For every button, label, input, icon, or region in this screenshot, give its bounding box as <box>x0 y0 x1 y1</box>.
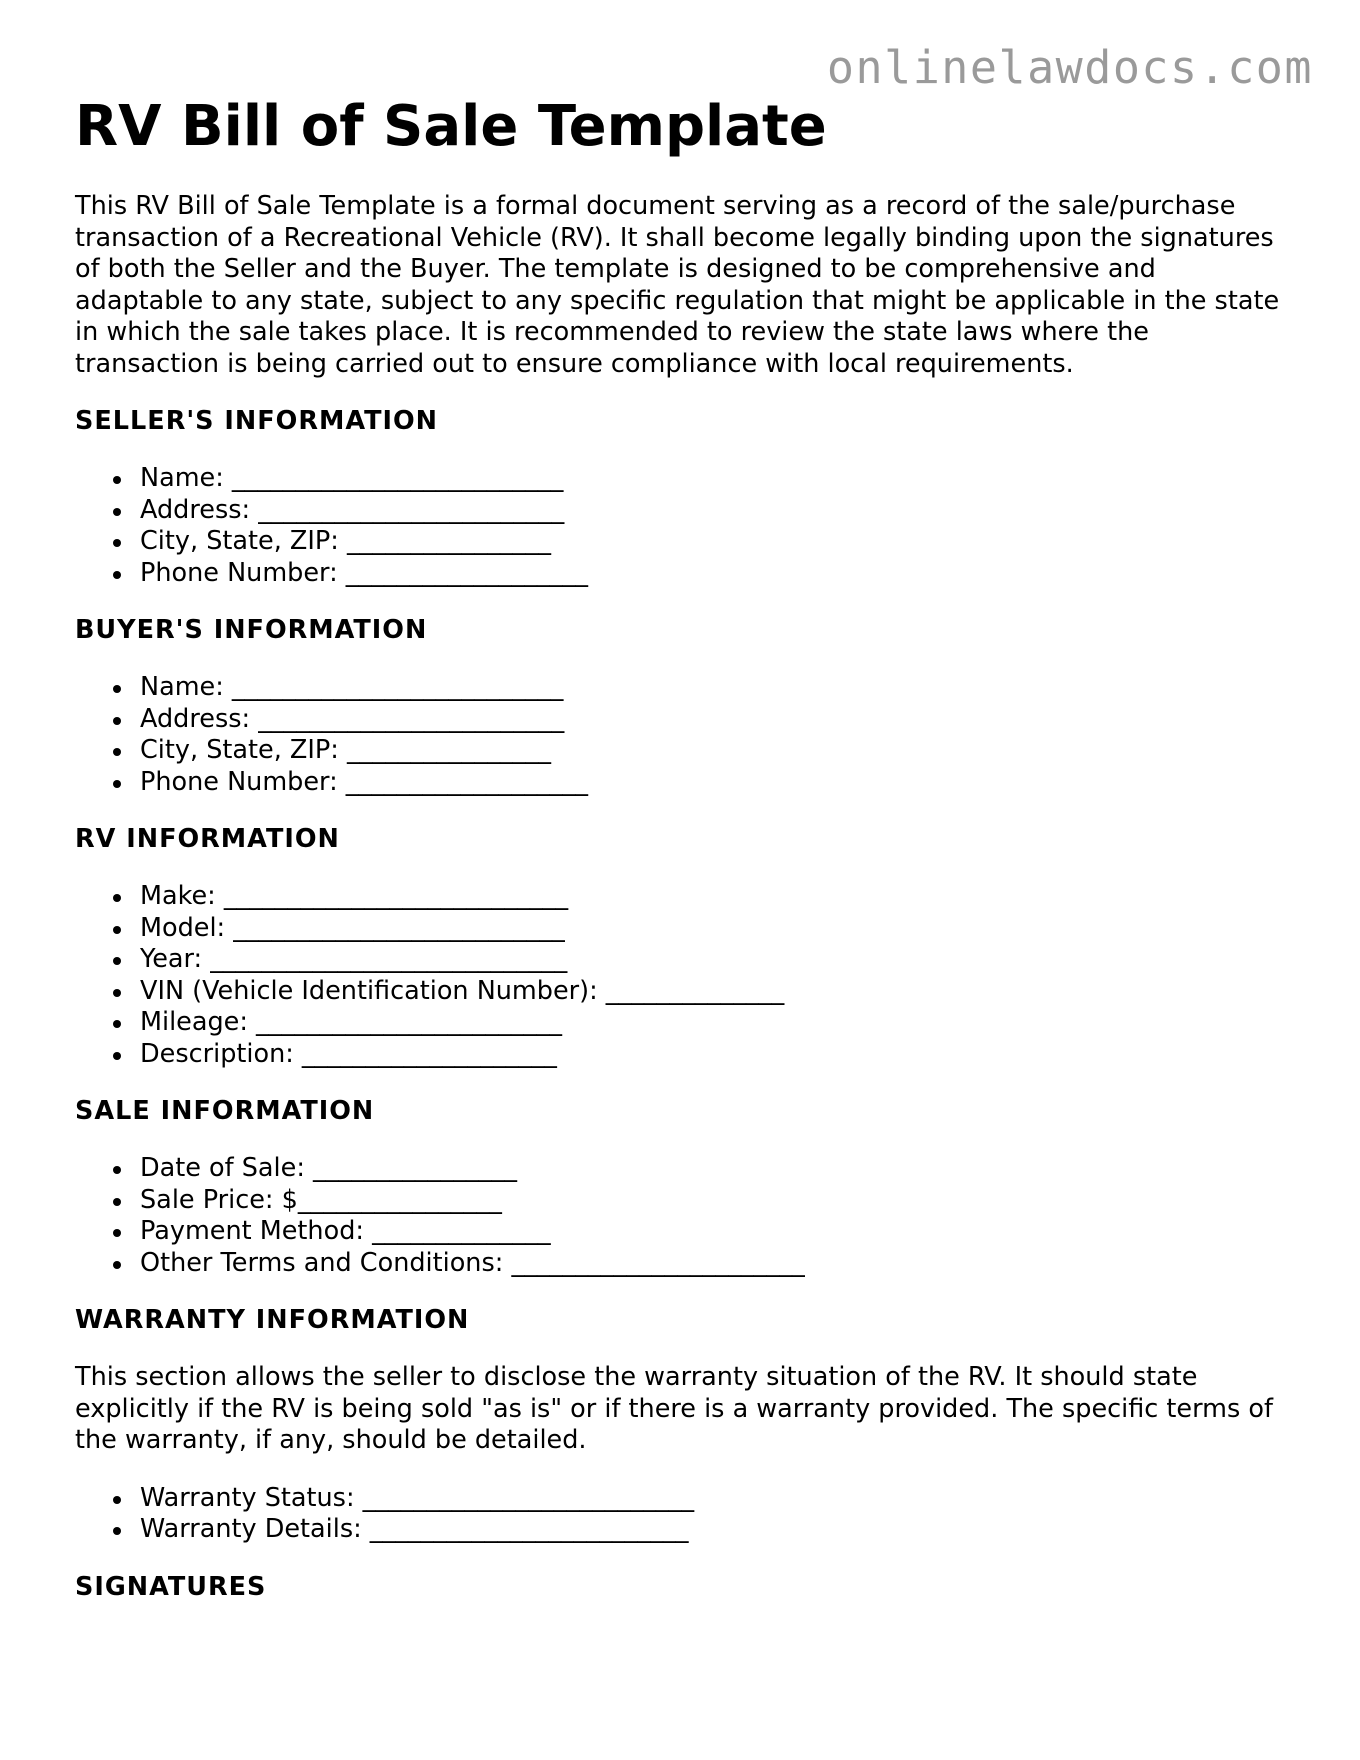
rv-fields <box>75 881 1290 1070</box>
field-label: Make: ___________________________ <box>140 881 569 911</box>
field-label: Warranty Details: _________________________ <box>140 1514 689 1544</box>
bullet-icon <box>113 989 121 997</box>
sale-fields <box>75 1153 1290 1279</box>
list-item <box>75 881 1290 913</box>
field-label: Model: __________________________ <box>140 912 565 943</box>
bullet-icon <box>113 1229 121 1237</box>
bullet-icon <box>113 926 121 934</box>
bullet-icon <box>113 1020 121 1028</box>
bullet-icon <box>113 571 121 579</box>
signatures-heading: SIGNATURES <box>75 1571 267 1602</box>
warranty-paragraph: This section allows the seller to disclose the warranty situation of the RV. It should state explicitly if the RV is being sold "as is" or if there is a warranty provided. The specific terms of the warranty, if any, should be detailed. <box>75 1362 1273 1455</box>
warranty-heading: WARRANTY INFORMATION <box>75 1305 470 1335</box>
field-label: Year: ____________________________ <box>140 944 568 974</box>
bullet-icon <box>113 1261 121 1269</box>
list-item <box>75 704 1290 736</box>
list-item <box>75 1039 1290 1071</box>
intro-paragraph: This RV Bill of Sale Template is a formal document serving as a record of the sale/purchase transaction of a Recreational Vehicle (RV). It shall become legally binding upon the signatures of both the Seller and the Buyer. The template is designed to be comprehensive and adaptable to any state, subject to any specific regulation that might be applicable in the state in which the sale takes place. It is recommended to review the state laws where the transaction is being carried out to ensure compliance with local requirements. <box>75 191 1280 379</box>
bullet-icon <box>113 894 121 902</box>
list-item <box>75 1248 1290 1280</box>
list-item <box>75 767 1290 799</box>
bullet-icon <box>113 957 121 965</box>
field-label: Name: __________________________ <box>140 463 564 493</box>
bullet-icon <box>113 476 121 484</box>
field-label: Sale Price: $________________ <box>140 1184 502 1215</box>
bullet-icon <box>113 685 121 693</box>
list-item <box>75 735 1290 767</box>
field-label: Phone Number: ___________________ <box>140 557 589 588</box>
list-item <box>75 1007 1290 1039</box>
list-item <box>75 558 1290 590</box>
list-item <box>75 944 1290 976</box>
list-item <box>75 495 1290 527</box>
sale-heading: SALE INFORMATION <box>75 1096 375 1126</box>
list-item <box>75 1153 1290 1185</box>
field-label: City, State, ZIP: ________________ <box>140 735 551 765</box>
bullet-icon <box>113 1496 121 1504</box>
field-label: Warranty Status: __________________________ <box>140 1482 695 1513</box>
field-label: City, State, ZIP: ________________ <box>140 526 551 556</box>
list-item <box>75 672 1290 704</box>
field-label: Description: ____________________ <box>140 1038 557 1069</box>
field-label: Other Terms and Conditions: _______________________ <box>140 1247 805 1278</box>
buyer-fields <box>75 672 1290 798</box>
rv-heading: RV INFORMATION <box>75 824 340 854</box>
field-label: VIN (Vehicle Identification Number): ______________ <box>140 975 785 1006</box>
bullet-icon <box>113 717 121 725</box>
field-label: Mileage: ________________________ <box>140 1007 563 1037</box>
bullet-icon <box>113 780 121 788</box>
seller-fields <box>75 463 1290 589</box>
bullet-icon <box>113 1527 121 1535</box>
list-item <box>75 463 1290 495</box>
bullet-icon <box>113 748 121 756</box>
bullet-icon <box>113 539 121 547</box>
list-item <box>75 1483 1290 1515</box>
watermark: onlinelawdocs.com <box>826 41 1313 94</box>
bullet-icon <box>113 1198 121 1206</box>
field-label: Address: ________________________ <box>140 703 565 734</box>
bullet-icon <box>113 508 121 516</box>
page-title: RV Bill of Sale Template <box>75 94 827 159</box>
seller-heading: SELLER'S INFORMATION <box>75 406 438 436</box>
bullet-icon <box>113 1166 121 1174</box>
list-item <box>75 913 1290 945</box>
list-item <box>75 1216 1290 1248</box>
buyer-heading: BUYER'S INFORMATION <box>75 615 428 645</box>
list-item <box>75 1185 1290 1217</box>
field-label: Name: __________________________ <box>140 672 564 702</box>
field-label: Date of Sale: ________________ <box>140 1153 518 1183</box>
bullet-icon <box>113 1052 121 1060</box>
warranty-fields <box>75 1483 1290 1546</box>
field-label: Payment Method: ______________ <box>140 1216 551 1246</box>
field-label: Address: ________________________ <box>140 494 565 525</box>
document-page <box>75 94 1290 1603</box>
field-label: Phone Number: ___________________ <box>140 766 589 797</box>
list-item <box>75 1514 1290 1546</box>
list-item <box>75 976 1290 1008</box>
list-item <box>75 526 1290 558</box>
